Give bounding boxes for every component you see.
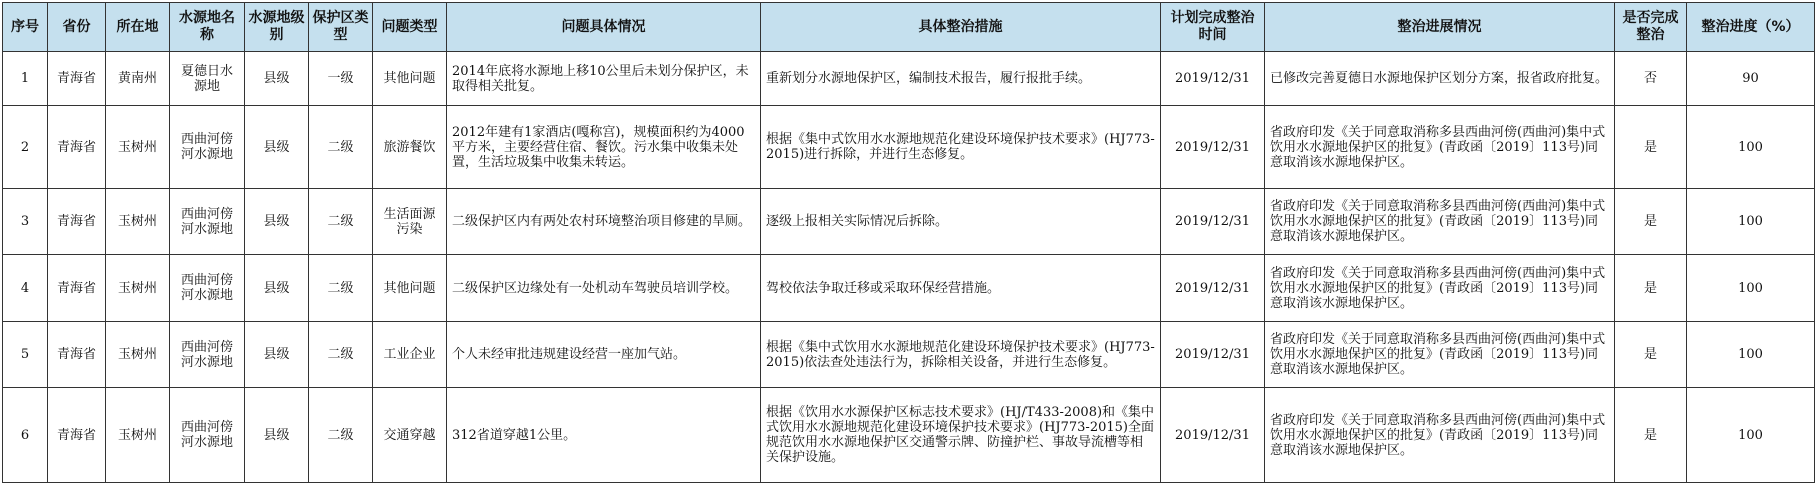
col-header-source-level: 水源地级别 — [245, 3, 309, 52]
cell-issue-detail: 312省道穿越1公里。 — [447, 388, 761, 483]
cell-location: 玉树州 — [106, 255, 170, 322]
col-header-province: 省份 — [48, 3, 106, 52]
cell-issue-detail: 2014年底将水源地上移10公里后未划分保护区，未取得相关批复。 — [447, 52, 761, 106]
table-row — [3, 322, 1815, 388]
cell-measures: 重新划分水源地保护区，编制技术报告，履行报批手续。 — [761, 52, 1161, 106]
cell-completed: 是 — [1615, 388, 1687, 483]
cell-progress-detail: 省政府印发《关于同意取消称多县西曲河傍(西曲河)集中式饮用水水源地保护区的批复》(青政函〔2019〕113号)同意取消该水源地保护区。 — [1265, 322, 1615, 388]
cell-source-level: 县级 — [245, 189, 309, 255]
col-header-progress-detail: 整治进展情况 — [1265, 3, 1615, 52]
col-header-issue-detail: 问题具体情况 — [447, 3, 761, 52]
cell-source-name: 西曲河傍河水源地 — [170, 322, 245, 388]
col-header-source-name: 水源地名称 — [170, 3, 245, 52]
col-header-completed: 是否完成整治 — [1615, 3, 1687, 52]
cell-source-level: 县级 — [245, 388, 309, 483]
cell-measures: 根据《集中式饮用水水源地规范化建设环境保护技术要求》(HJ773-2015)依法查处违法行为，拆除相关设备，并进行生态修复。 — [761, 322, 1161, 388]
col-header-location: 所在地 — [106, 3, 170, 52]
header-row — [3, 3, 1815, 52]
cell-province: 青海省 — [48, 52, 106, 106]
cell-source-level: 县级 — [245, 322, 309, 388]
cell-progress-percent: 90 — [1687, 52, 1815, 106]
table-row — [3, 106, 1815, 189]
cell-issue-detail: 二级保护区内有两处农村环境整治项目修建的旱厕。 — [447, 189, 761, 255]
cell-index: 6 — [3, 388, 48, 483]
cell-planned-date: 2019/12/31 — [1161, 255, 1265, 322]
cell-progress-percent: 100 — [1687, 322, 1815, 388]
cell-planned-date: 2019/12/31 — [1161, 322, 1265, 388]
cell-issue-type: 其他问题 — [373, 255, 447, 322]
cell-issue-detail: 个人未经审批违规建设经营一座加气站。 — [447, 322, 761, 388]
cell-issue-type: 生活面源污染 — [373, 189, 447, 255]
cell-index: 1 — [3, 52, 48, 106]
cell-progress-detail: 已修改完善夏德日水源地保护区划分方案，报省政府批复。 — [1265, 52, 1615, 106]
cell-zone-type: 二级 — [309, 388, 373, 483]
cell-source-name: 夏德日水源地 — [170, 52, 245, 106]
cell-zone-type: 二级 — [309, 189, 373, 255]
cell-planned-date: 2019/12/31 — [1161, 52, 1265, 106]
table-row — [3, 189, 1815, 255]
cell-completed: 是 — [1615, 322, 1687, 388]
cell-progress-detail: 省政府印发《关于同意取消称多县西曲河傍(西曲河)集中式饮用水水源地保护区的批复》(青政函〔2019〕113号)同意取消该水源地保护区。 — [1265, 189, 1615, 255]
table-row — [3, 255, 1815, 322]
cell-province: 青海省 — [48, 106, 106, 189]
cell-progress-percent: 100 — [1687, 189, 1815, 255]
cell-completed: 是 — [1615, 189, 1687, 255]
cell-progress-percent: 100 — [1687, 106, 1815, 189]
rectification-table — [2, 2, 1815, 483]
cell-zone-type: 一级 — [309, 52, 373, 106]
cell-index: 3 — [3, 189, 48, 255]
cell-province: 青海省 — [48, 322, 106, 388]
cell-completed: 是 — [1615, 255, 1687, 322]
col-header-planned-date: 计划完成整治时间 — [1161, 3, 1265, 52]
cell-source-name: 西曲河傍河水源地 — [170, 106, 245, 189]
cell-index: 4 — [3, 255, 48, 322]
cell-issue-type: 工业企业 — [373, 322, 447, 388]
cell-location: 玉树州 — [106, 388, 170, 483]
cell-zone-type: 二级 — [309, 322, 373, 388]
cell-progress-detail: 省政府印发《关于同意取消称多县西曲河傍(西曲河)集中式饮用水水源地保护区的批复》(青政函〔2019〕113号)同意取消该水源地保护区。 — [1265, 388, 1615, 483]
cell-progress-detail: 省政府印发《关于同意取消称多县西曲河傍(西曲河)集中式饮用水水源地保护区的批复》(青政函〔2019〕113号)同意取消该水源地保护区。 — [1265, 255, 1615, 322]
cell-index: 5 — [3, 322, 48, 388]
cell-province: 青海省 — [48, 388, 106, 483]
cell-progress-detail: 省政府印发《关于同意取消称多县西曲河傍(西曲河)集中式饮用水水源地保护区的批复》(青政函〔2019〕113号)同意取消该水源地保护区。 — [1265, 106, 1615, 189]
cell-progress-percent: 100 — [1687, 255, 1815, 322]
cell-issue-type: 旅游餐饮 — [373, 106, 447, 189]
col-header-measures: 具体整治措施 — [761, 3, 1161, 52]
cell-location: 黄南州 — [106, 52, 170, 106]
cell-location: 玉树州 — [106, 322, 170, 388]
cell-progress-percent: 100 — [1687, 388, 1815, 483]
table-row — [3, 388, 1815, 483]
cell-planned-date: 2019/12/31 — [1161, 106, 1265, 189]
cell-measures: 根据《饮用水水源保护区标志技术要求》(HJ/T433-2008)和《集中式饮用水水源地规范化建设环境保护技术要求》(HJ773-2015)全面规范饮用水水源地保护区交通警示牌、防撞护栏、事故导流槽等相关保护设施。 — [761, 388, 1161, 483]
cell-location: 玉树州 — [106, 189, 170, 255]
cell-planned-date: 2019/12/31 — [1161, 388, 1265, 483]
cell-province: 青海省 — [48, 255, 106, 322]
cell-completed: 否 — [1615, 52, 1687, 106]
cell-source-level: 县级 — [245, 106, 309, 189]
col-header-progress-percent: 整治进度（%） — [1687, 3, 1815, 52]
cell-source-level: 县级 — [245, 52, 309, 106]
cell-zone-type: 二级 — [309, 106, 373, 189]
cell-source-name: 西曲河傍河水源地 — [170, 388, 245, 483]
cell-measures: 根据《集中式饮用水水源地规范化建设环境保护技术要求》(HJ773-2015)进行拆除，并进行生态修复。 — [761, 106, 1161, 189]
cell-source-name: 西曲河傍河水源地 — [170, 189, 245, 255]
col-header-issue-type: 问题类型 — [373, 3, 447, 52]
cell-issue-type: 其他问题 — [373, 52, 447, 106]
cell-issue-detail: 2012年建有1家酒店(嘎称宫)，规模面积约为4000平方米，主要经营住宿、餐饮。污水集中收集未处置，生活垃圾集中收集未转运。 — [447, 106, 761, 189]
cell-measures: 驾校依法争取迁移或采取环保经营措施。 — [761, 255, 1161, 322]
cell-issue-detail: 二级保护区边缘处有一处机动车驾驶员培训学校。 — [447, 255, 761, 322]
cell-province: 青海省 — [48, 189, 106, 255]
cell-source-name: 西曲河傍河水源地 — [170, 255, 245, 322]
cell-issue-type: 交通穿越 — [373, 388, 447, 483]
cell-planned-date: 2019/12/31 — [1161, 189, 1265, 255]
cell-index: 2 — [3, 106, 48, 189]
cell-zone-type: 二级 — [309, 255, 373, 322]
col-header-zone-type: 保护区类型 — [309, 3, 373, 52]
cell-completed: 是 — [1615, 106, 1687, 189]
table-row — [3, 52, 1815, 106]
cell-location: 玉树州 — [106, 106, 170, 189]
cell-source-level: 县级 — [245, 255, 309, 322]
col-header-index: 序号 — [3, 3, 48, 52]
cell-measures: 逐级上报相关实际情况后拆除。 — [761, 189, 1161, 255]
